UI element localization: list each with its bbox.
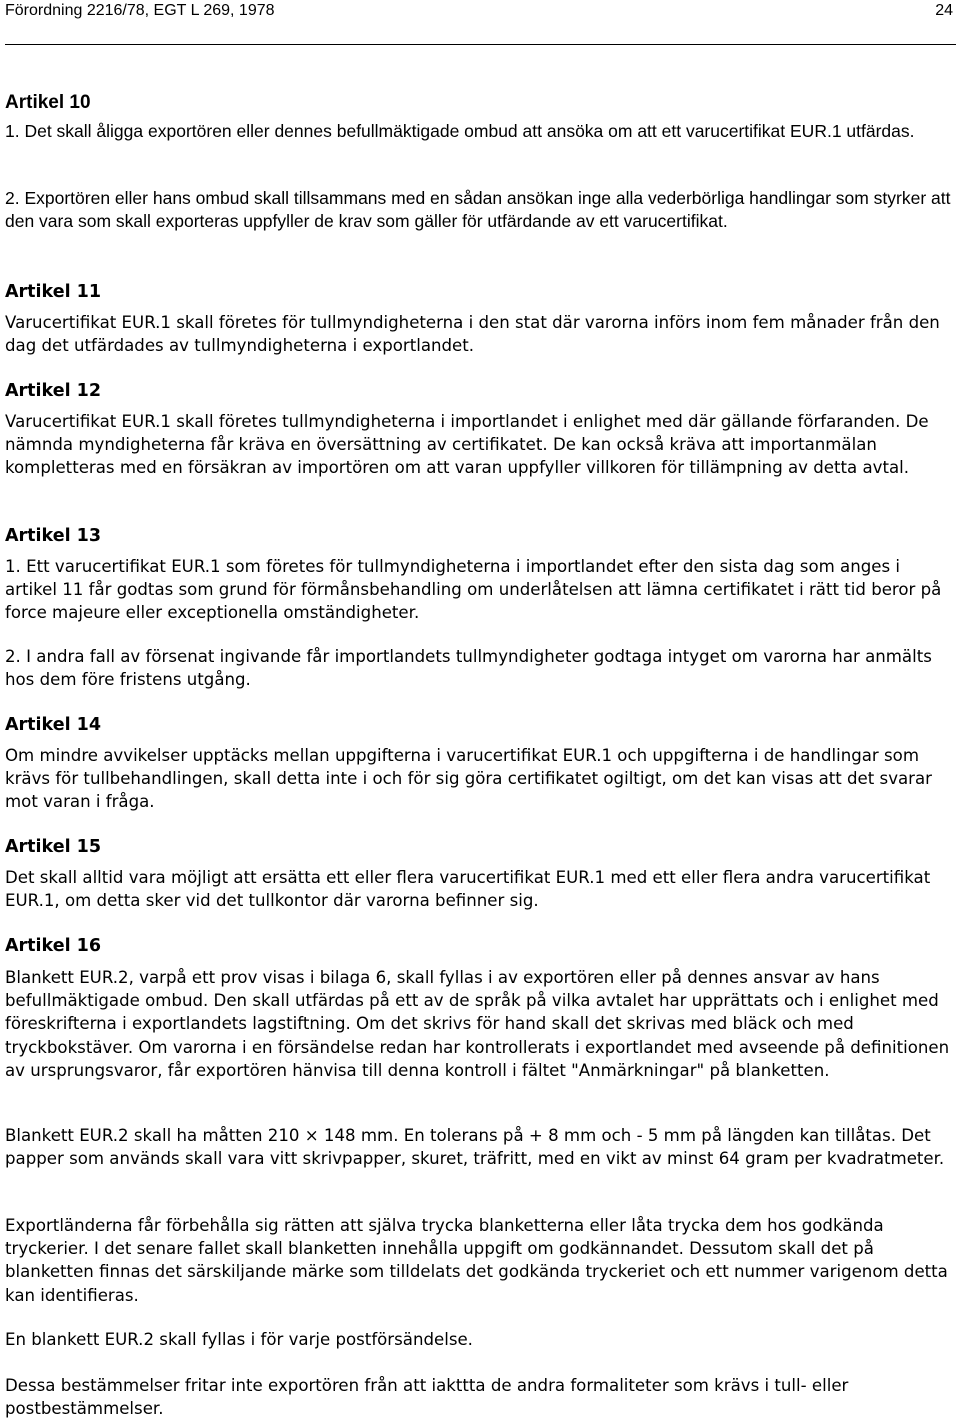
article-13-heading: Artikel 13	[5, 526, 102, 546]
article-12-heading: Artikel 12	[5, 381, 102, 401]
document-title: Förordning 2216/78, EGT L 269, 1978	[5, 2, 275, 19]
article-16-paragraph-4: En blankett EUR.2 skall fyllas i för varje postförsändelse.	[5, 1330, 473, 1349]
article-14-paragraph-1: Om mindre avvikelser upptäcks mellan uppgifterna i varucertifikat EUR.1 och uppgifterna i de handlingar som krävs för tullbehandlingen, skall detta inte i och för sig göra certifikatet ogiltigt, om det kan visas att det svarar mot varan i fråga.	[5, 746, 932, 812]
article-13-paragraph-1: 1. Ett varucertifikat EUR.1 som företes för tullmyndigheterna i importlandet efter den sista dag som anges i artikel 11 får godtas som grund för förmånsbehandling om underlåtelsen att lämna certifikatet i rätt tid beror på force majeure eller exceptionella omständigheter.	[5, 557, 942, 623]
article-14-heading: Artikel 14	[5, 715, 102, 735]
article-12-paragraph-1: Varucertifikat EUR.1 skall företes tullmyndigheterna i importlandet i enlighet med där gällande förfaranden. De nämnda myndigheterna får kräva en översättning av certifikatet. De kan också kräva att importanmälan kompletteras med en försäkran av importören om att varan uppfyller villkoren för tillämpning av detta avtal.	[5, 412, 929, 478]
article-10-heading: Artikel 10	[5, 92, 91, 113]
article-16-paragraph-1: Blankett EUR.2, varpå ett prov visas i bilaga 6, skall fyllas i av exportören eller på dennes ansvar av hans befullmäktigade ombud. Den skall utfärdas på ett av de språk på vilka avtalet har upprättats och i enlighet med föreskrifterna i exportlandets lagstiftning. Om det skrivs för hand skall det skrivas med bläck och med tryckbokstäver. Om varorna i en försändelse redan har kontrollerats i exportlandet med avseende på definitionen av ursprungsvaror, får exportören hänvisa till denna kontroll i fältet "Anmärkningar" på blanketten.	[5, 968, 950, 1080]
page-number: 24	[935, 2, 953, 19]
article-16-paragraph-5: Dessa bestämmelser fritar inte exportören från att iakttta de andra formaliteter som krävs i tull- eller postbestämmelser.	[5, 1376, 849, 1419]
article-15-heading: Artikel 15	[5, 837, 102, 857]
article-16-paragraph-3: Exportländerna får förbehålla sig rätten att själva trycka blanketterna eller låta trycka dem hos godkända tryckerier. I det senare fallet skall blanketten innehålla uppgift om godkännandet. Dessutom skall det på blanketten finnas det särskiljande märke som tilldelats det godkända tryckeriet och ett nummer varigenom detta kan identifieras.	[5, 1216, 948, 1305]
article-10-paragraph-1: 1. Det skall åligga exportören eller dennes befullmäktigade ombud att ansöka om att ett varucertifikat EUR.1 utfärdas.	[5, 121, 915, 141]
article-11-heading: Artikel 11	[5, 282, 102, 302]
article-15-paragraph-1: Det skall alltid vara möjligt att ersätta ett eller flera varucertifikat EUR.1 med ett eller flera andra varucertifikat EUR.1, om detta sker vid det tullkontor där varorna befinner sig.	[5, 868, 931, 911]
article-16-paragraph-2: Blankett EUR.2 skall ha måtten 210 × 148 mm. En tolerans på + 8 mm och - 5 mm på längden kan tillåtas. Det papper som används skall vara vitt skrivpapper, skuret, träfritt, med en vikt av minst 64 gram per kvadratmeter.	[5, 1126, 945, 1169]
header-divider	[5, 44, 956, 45]
article-11-paragraph-1: Varucertifikat EUR.1 skall företes för tullmyndigheterna i den stat där varorna införs inom fem månader från den dag det utfärdades av tullmyndigheterna i exportlandet.	[5, 313, 940, 356]
article-16-heading: Artikel 16	[5, 936, 102, 956]
article-13-paragraph-2: 2. I andra fall av försenat ingivande får importlandets tullmyndigheter godtaga intyget om varorna har anmälts hos dem före fristens utgång.	[5, 647, 932, 690]
page-header	[5, 0, 955, 22]
article-10-paragraph-2: 2. Exportören eller hans ombud skall tillsammans med en sådan ansökan inge alla vederbörliga handlingar som styrker att den vara som skall exporteras uppfyller de krav som gäller för utfärdande av ett varucertifikat.	[5, 188, 951, 231]
